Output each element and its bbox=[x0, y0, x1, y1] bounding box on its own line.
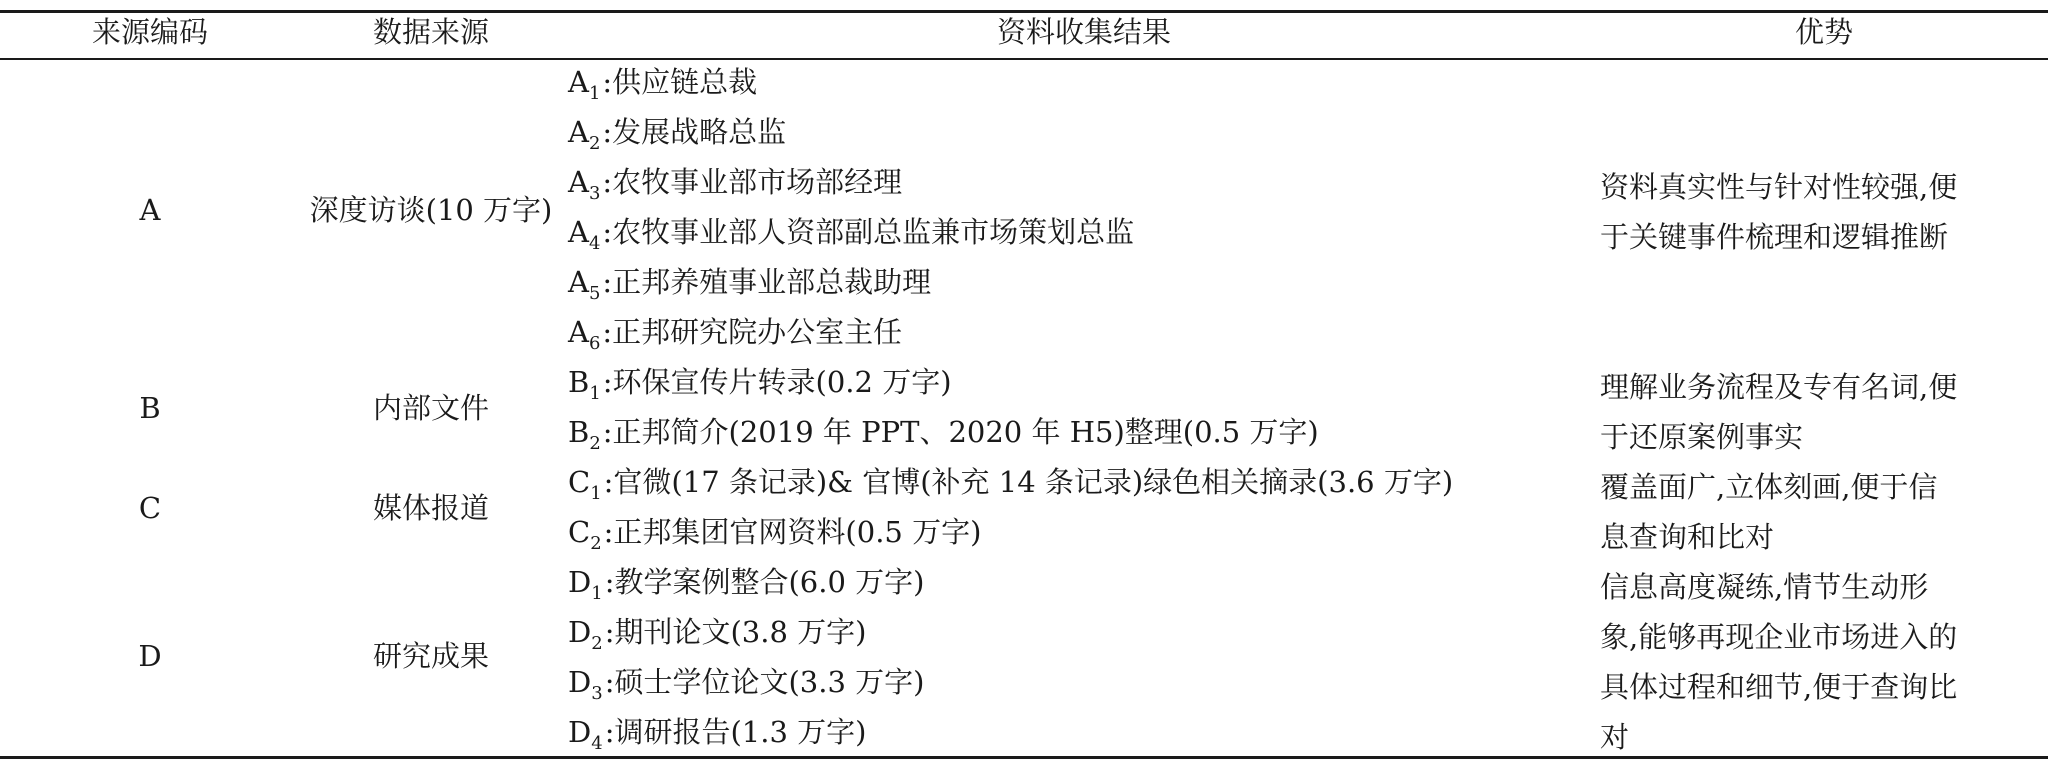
row-d-item-4: $D_4$:调研报告(1.3 万字) bbox=[568, 715, 867, 754]
advantage-line: 资料真实性与针对性较强,便 bbox=[1600, 170, 1958, 204]
table-bottom-rule bbox=[0, 756, 2048, 759]
row-a-item-1: $A_1$:供应链总裁 bbox=[568, 65, 758, 104]
row-a-item-6: $A_6$:正邦研究院办公室主任 bbox=[568, 315, 903, 354]
row-a-code: A bbox=[139, 193, 161, 227]
advantage-line: 理解业务流程及专有名词,便 bbox=[1600, 370, 1958, 404]
row-a-source: 深度访谈(10 万字) bbox=[309, 193, 553, 227]
row-a-advantage bbox=[1600, 162, 2040, 262]
row-c-source: 媒体报道 bbox=[372, 491, 489, 525]
advantage-line: 息查询和比对 bbox=[1600, 520, 1775, 554]
row-c-code: C bbox=[138, 491, 162, 525]
advantage-line: 于还原案例事实 bbox=[1600, 420, 1804, 454]
row-b-advantage bbox=[1600, 362, 2040, 462]
header-data-source: 数据来源 bbox=[372, 15, 489, 49]
advantage-line: 信息高度凝练,情节生动形 bbox=[1600, 570, 1929, 604]
advantage-line: 象,能够再现企业市场进入的 bbox=[1600, 620, 1958, 654]
row-d-code: D bbox=[138, 639, 162, 673]
row-a-item-3: $A_3$:农牧事业部市场部经理 bbox=[568, 165, 903, 204]
header-advantage: 优势 bbox=[1794, 15, 1853, 49]
row-c-advantage bbox=[1600, 462, 2040, 562]
header-source-code: 来源编码 bbox=[91, 15, 208, 49]
row-a-item-2: $A_2$:发展战略总监 bbox=[568, 115, 787, 154]
row-d-source: 研究成果 bbox=[372, 639, 489, 673]
row-d-item-1: $D_1$:教学案例整合(6.0 万字) bbox=[568, 565, 925, 604]
row-d-item-2: $D_2$:期刊论文(3.8 万字) bbox=[568, 615, 867, 654]
header-collection-result: 资料收集结果 bbox=[996, 15, 1171, 49]
row-a-item-5: $A_5$:正邦养殖事业部总裁助理 bbox=[568, 265, 932, 304]
table-header-rule bbox=[0, 58, 2048, 60]
row-b-item-1: $B_1$:环保宣传片转录(0.2 万字) bbox=[568, 365, 952, 404]
row-d-advantage bbox=[1600, 562, 2040, 762]
advantage-line: 对 bbox=[1600, 720, 1630, 754]
table-top-rule bbox=[0, 10, 2048, 13]
row-d-item-3: $D_3$:硕士学位论文(3.3 万字) bbox=[568, 665, 925, 704]
row-c-item-1: $C_1$:官微(17 条记录)& 官博(补充 14 条记录)绿色相关摘录(3.6 万字) bbox=[568, 465, 1454, 504]
row-a-item-4: $A_4$:农牧事业部人资部副总监兼市场策划总监 bbox=[568, 215, 1135, 254]
row-b-item-2: $B_2$:正邦简介(2019 年 PPT、2020 年 H5)整理(0.5 万字) bbox=[568, 415, 1319, 454]
advantage-line: 于关键事件梳理和逻辑推断 bbox=[1600, 220, 1949, 254]
row-b-source: 内部文件 bbox=[372, 391, 489, 425]
row-b-code: B bbox=[139, 391, 161, 425]
row-c-item-2: $C_2$:正邦集团官网资料(0.5 万字) bbox=[568, 515, 982, 554]
advantage-line: 具体过程和细节,便于查询比 bbox=[1600, 670, 1958, 704]
advantage-line: 覆盖面广,立体刻画,便于信 bbox=[1600, 470, 1938, 504]
